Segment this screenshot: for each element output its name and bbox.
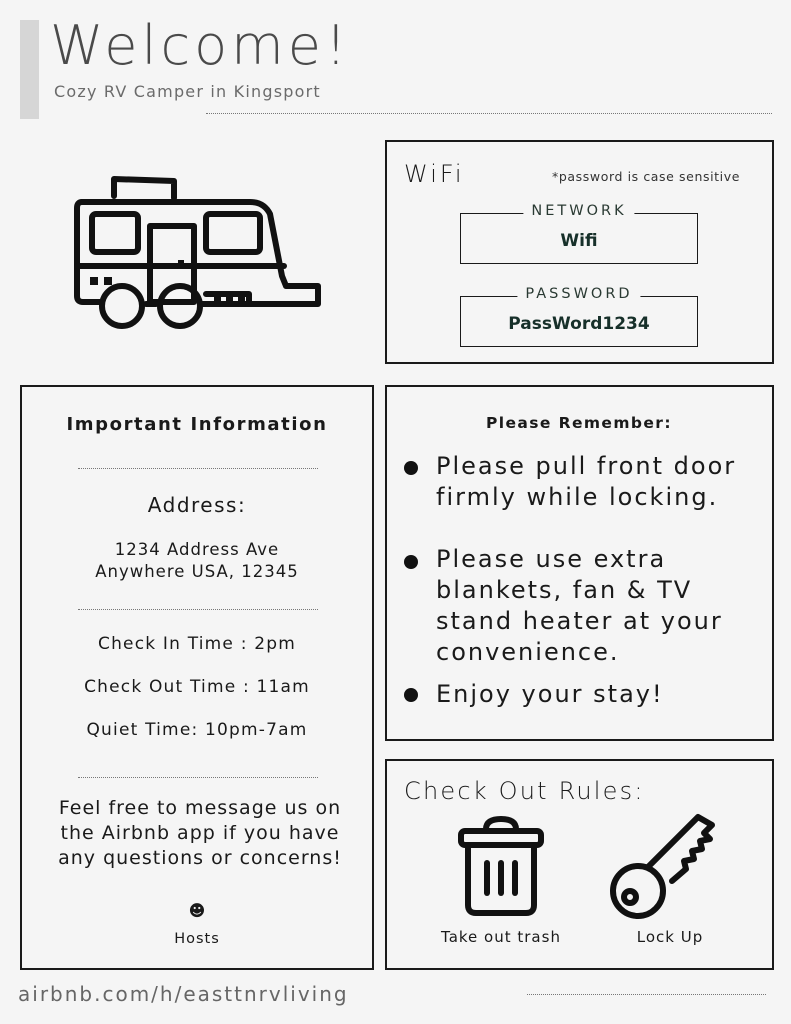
address-label: Address:: [147, 493, 247, 517]
check-out-time: Check Out Time : 11am: [84, 677, 310, 697]
remember-item: Please use extra blankets, fan & TV stand heater at your convenience.: [436, 545, 723, 666]
address-line-1: 1234 Address Ave: [114, 540, 280, 559]
check-in-time: Check In Time : 2pm: [98, 634, 296, 654]
password-value: PassWord1234: [508, 314, 650, 334]
page-subtitle: Cozy RV Camper in Kingsport: [54, 82, 321, 101]
network-field: [460, 203, 698, 264]
network-value: Wifi: [560, 231, 598, 251]
trash-can-icon: [456, 815, 546, 917]
info-divider: [78, 468, 318, 469]
wifi-password-note: *password is case sensitive: [552, 169, 741, 184]
rv-camper-icon: [74, 176, 322, 332]
footer-airbnb-link[interactable]: airbnb.com/h/easttnrvliving: [18, 982, 349, 1006]
important-info-heading: Important Information: [66, 414, 328, 435]
please-remember-heading: Please Remember:: [486, 414, 672, 432]
quiet-time: Quiet Time: 10pm-7am: [86, 720, 308, 740]
password-field: [460, 286, 698, 347]
header-divider: [206, 113, 772, 114]
contact-message: Feel free to message us on the Airbnb app if you have any questions or concerns!: [58, 797, 342, 869]
bullet-icon: [404, 688, 418, 702]
network-label: NETWORK: [523, 203, 634, 219]
info-divider: [78, 777, 318, 778]
take-out-trash-label: Take out trash: [441, 928, 561, 946]
checkout-rules-title: Check Out Rules:: [404, 777, 645, 805]
wifi-title: WiFi: [404, 160, 465, 188]
page-title: Welcome!: [50, 14, 351, 77]
header-accent-bar: [20, 20, 39, 119]
info-divider: [78, 609, 318, 610]
bullet-icon: [404, 461, 418, 475]
bullet-icon: [404, 555, 418, 569]
smiley-icon: ☻: [188, 901, 206, 920]
lock-up-label: Lock Up: [636, 928, 704, 946]
address-line-2: Anywhere USA, 12345: [95, 562, 299, 581]
remember-item: Please pull front door firmly while locking.: [436, 452, 737, 511]
footer-divider: [527, 994, 766, 995]
password-label: PASSWORD: [517, 286, 640, 302]
remember-item: Enjoy your stay!: [436, 680, 664, 708]
key-icon: [608, 811, 718, 921]
hosts-signoff: Hosts: [174, 931, 220, 947]
